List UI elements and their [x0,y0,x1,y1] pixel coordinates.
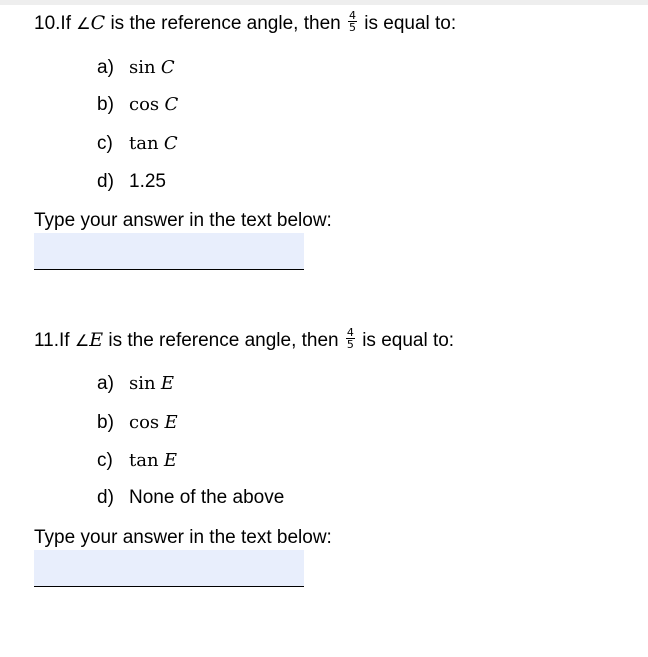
option-variable: C [163,133,178,154]
answer-prompt: Type your answer in the text below: [34,527,332,548]
option-letter: b) [97,94,114,115]
option-letter: c) [97,133,113,154]
angle-icon: ∠ [74,331,90,350]
question-if: If [59,330,70,351]
option-letter: c) [97,450,113,471]
option-b [97,93,178,117]
option-d [97,486,284,510]
question-middle: is the reference angle, then [110,13,341,34]
option-function: cos [129,94,160,115]
option-variable: E [163,450,177,471]
option-a [97,56,175,80]
option-d [97,170,166,194]
angle-variable: C [90,12,106,34]
angle-variable: E [89,329,104,351]
fraction-numerator: 4 [348,9,356,23]
option-function: tan [129,133,159,154]
option-function: cos [129,412,160,433]
question-end: is equal to: [364,13,457,34]
option-c [97,449,177,473]
option-letter: d) [97,487,114,508]
option-letter: b) [97,412,114,433]
option-text: 1.25 [129,171,166,192]
fraction-numerator: 4 [346,326,354,340]
fraction-denominator: 5 [346,338,354,352]
question-middle: is the reference angle, then [108,330,339,351]
option-variable: C [164,94,179,115]
option-letter: a) [97,57,114,78]
option-variable: E [160,373,175,394]
top-divider [0,0,648,5]
option-a [97,372,174,396]
question-text [34,328,454,353]
option-function: sin [129,373,156,394]
answer-input[interactable] [34,233,304,270]
option-variable: C [160,57,175,78]
fraction [346,327,355,350]
option-letter: a) [97,373,114,394]
fraction-denominator: 5 [348,21,356,35]
angle-icon: ∠ [76,14,91,33]
question-if: If [60,13,71,34]
option-letter: d) [97,171,114,192]
question-end: is equal to: [362,330,455,351]
question-number: 11. [34,330,60,351]
option-function: tan [129,450,159,471]
option-c [97,132,178,156]
fraction [348,10,357,33]
answer-prompt: Type your answer in the text below: [34,210,332,231]
option-variable: E [164,412,178,433]
option-function: sin [129,57,156,78]
question-number: 10. [34,13,61,34]
option-b [97,411,178,435]
question-text [34,11,456,36]
answer-input[interactable] [34,550,304,587]
option-text: None of the above [129,487,285,508]
